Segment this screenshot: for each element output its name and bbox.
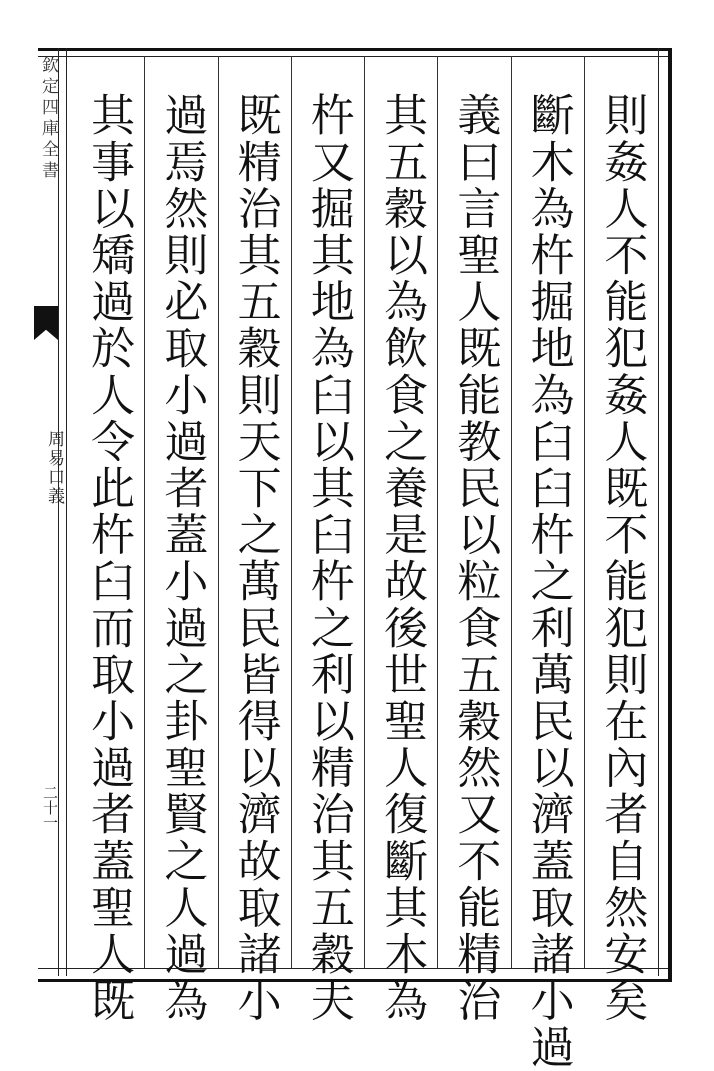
- text-columns: [72, 56, 658, 1071]
- column-text: 其事以矯過於人令此杵臼而取小過者蓋聖人既: [83, 92, 135, 1024]
- text-column: [365, 56, 438, 1024]
- text-column: [72, 56, 145, 1024]
- column-text: 則姦人不能犯姦人既不能犯則在內者自然安矣: [596, 92, 648, 1024]
- margin-page-number: 二十一: [41, 785, 59, 830]
- text-column: [219, 56, 292, 1024]
- text-column: [145, 56, 218, 1024]
- text-column: [585, 56, 658, 1024]
- column-text: 義曰言聖人既能教民以粒食五穀然又不能精治: [449, 92, 501, 1024]
- margin-band-divider: [66, 48, 67, 976]
- frame-inner-right-rule: [658, 48, 659, 976]
- text-column: [292, 56, 365, 1024]
- column-text: 斷木為杵掘地為臼臼杵之利萬民以濟蓋取諸小過: [522, 92, 574, 1071]
- margin-band-divider: [58, 48, 59, 976]
- column-text: 過焉然則必取小過者蓋小過之卦聖賢之人過為: [156, 92, 208, 1024]
- text-column: [438, 56, 511, 1024]
- margin-book-title: 周易口義: [44, 430, 64, 506]
- column-text: 既精治其五穀則天下之萬民皆得以濟故取諸小: [229, 92, 281, 1024]
- text-column: [512, 56, 585, 1071]
- margin-header: 欽定四庫全書: [38, 56, 58, 182]
- column-text: 杵又掘其地為臼以其臼杵之利以精治其五穀夫: [302, 92, 354, 1024]
- column-text: 其五穀以為飲食之養是故後世聖人復斷其木為: [376, 92, 428, 1024]
